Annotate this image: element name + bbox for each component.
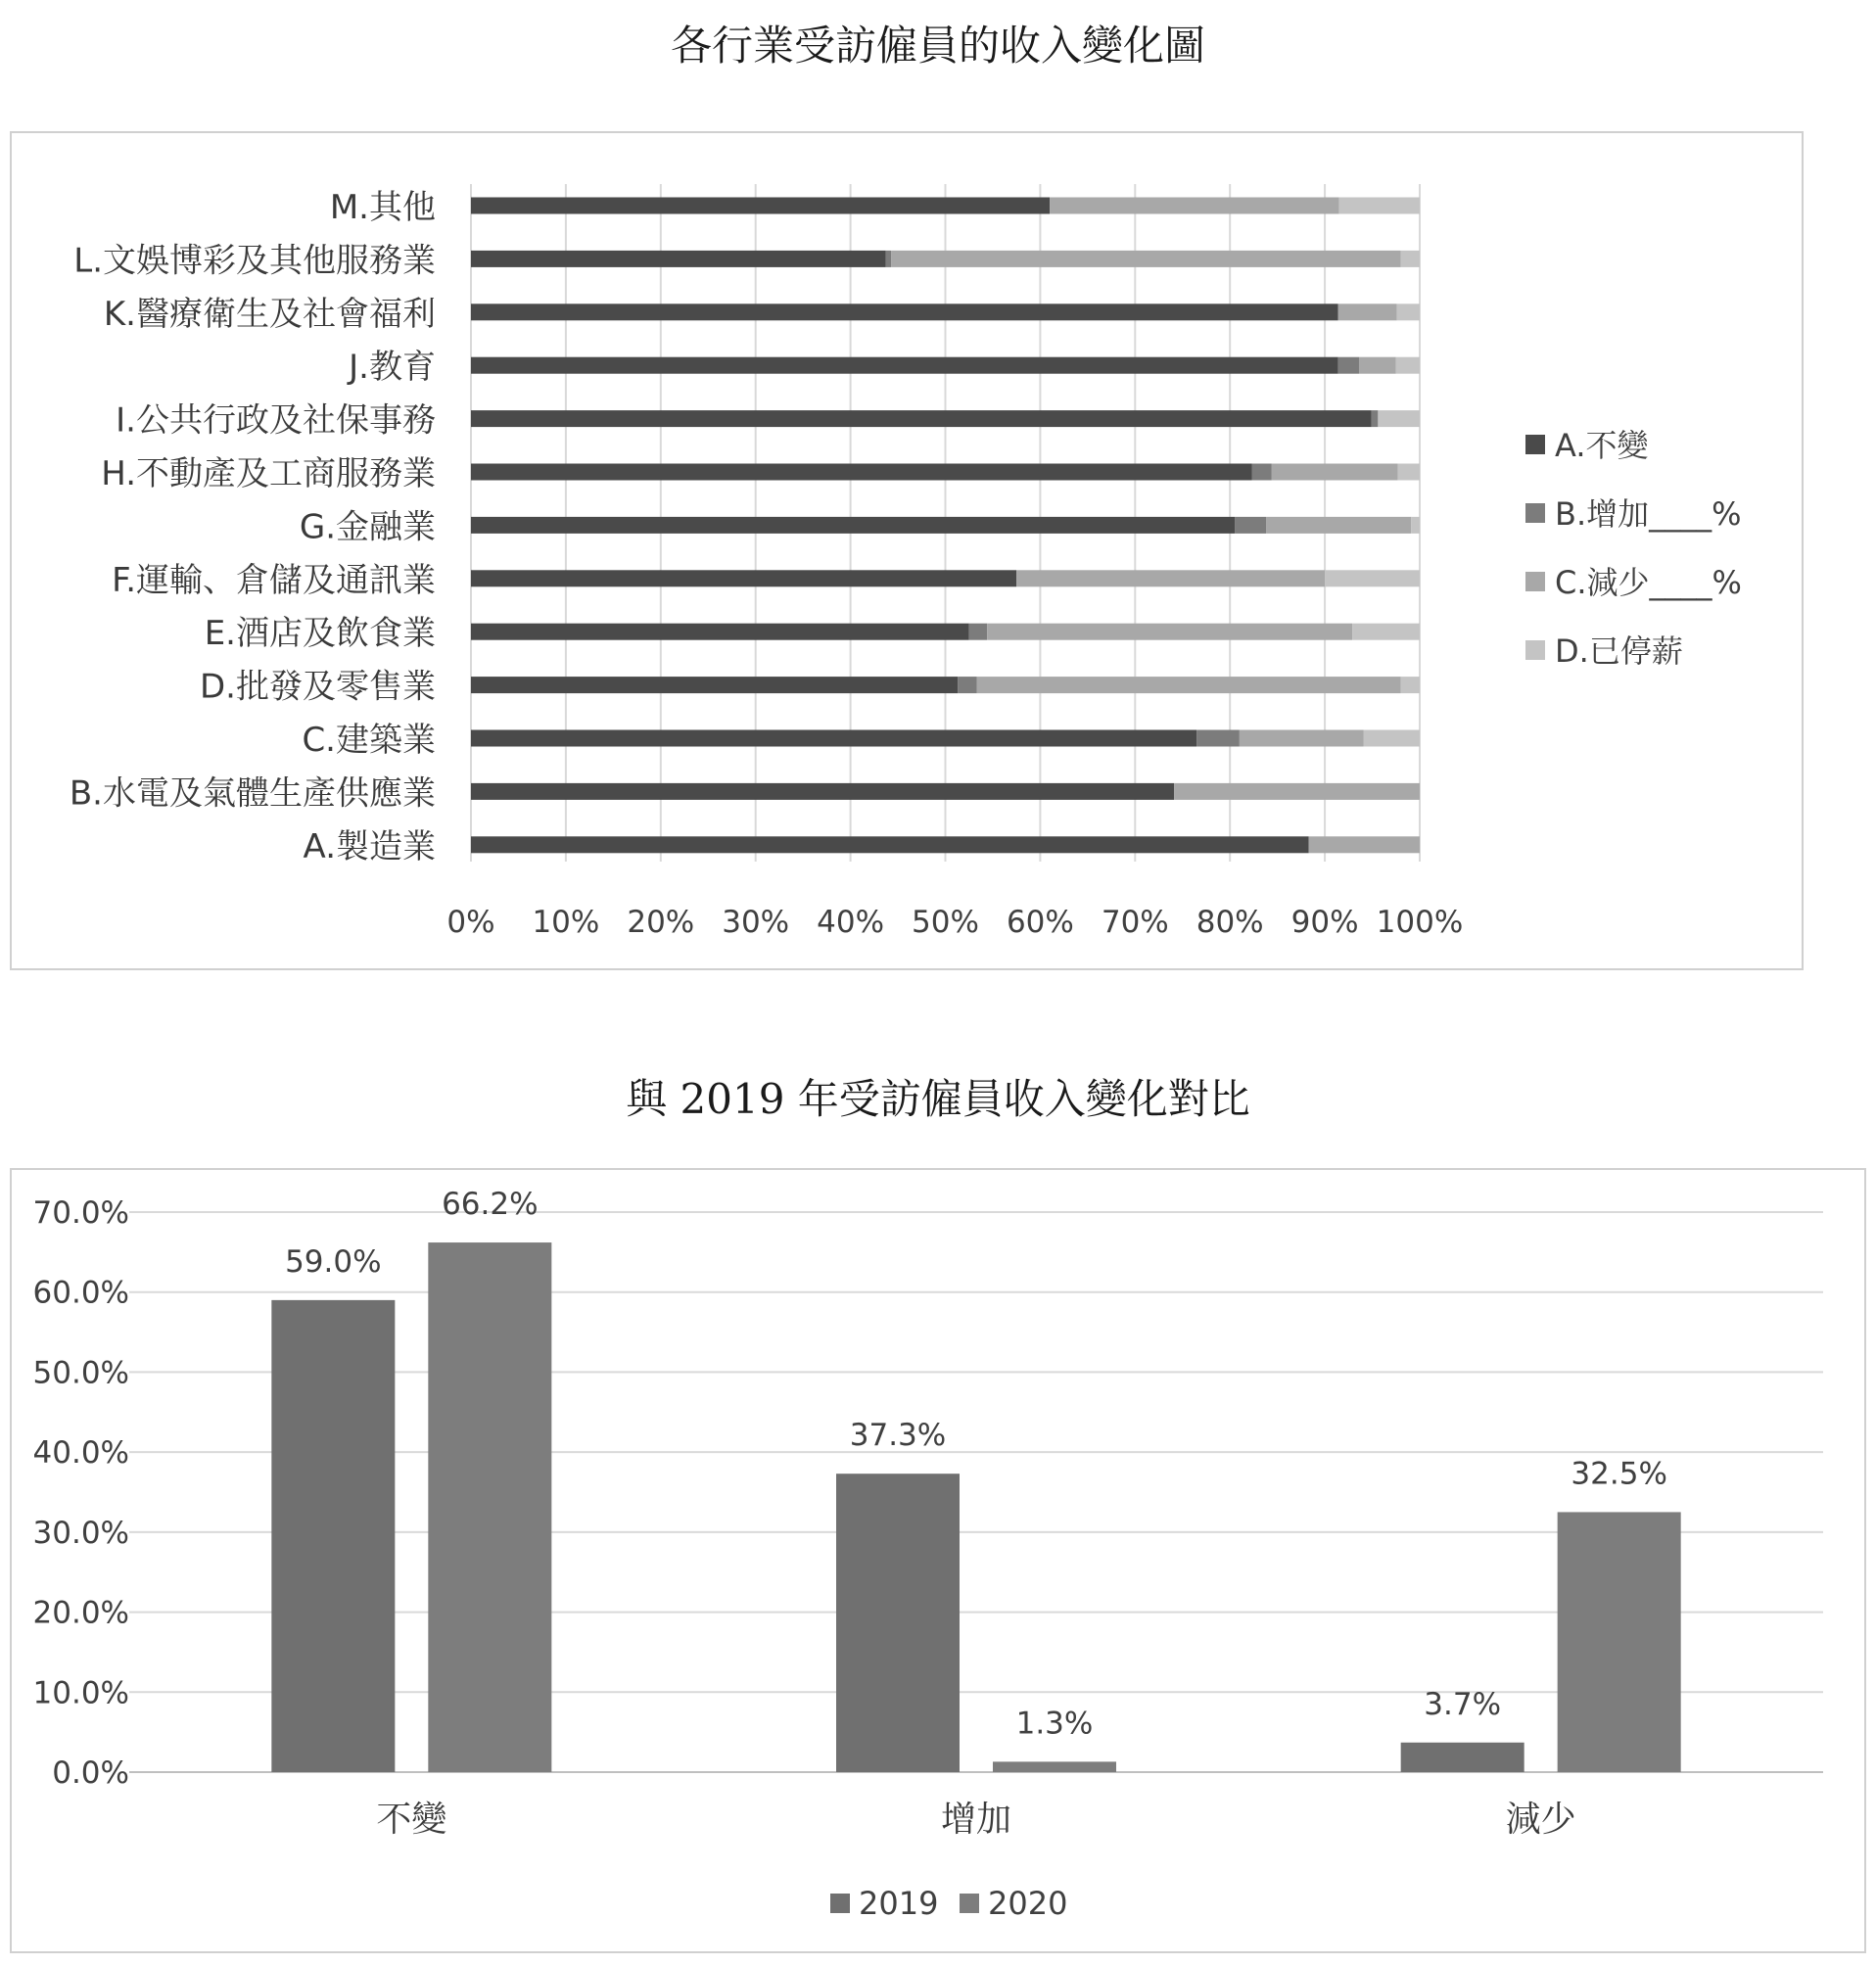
legend-swatch <box>1525 572 1545 591</box>
category-label: I.公共行政及社保事務 <box>116 400 436 441</box>
stacked-bar-segment <box>471 198 1050 214</box>
stacked-bar-segment <box>1266 517 1411 534</box>
legend-label: A.不變 <box>1555 427 1649 464</box>
stacked-bar-segment <box>471 410 1372 427</box>
bar <box>271 1300 395 1772</box>
legend-label: 2020 <box>988 1885 1068 1922</box>
stacked-bar-segment <box>969 624 987 640</box>
stacked-bar-segment <box>1372 410 1379 427</box>
stacked-bar-segment <box>471 730 1196 747</box>
stacked-bar-segment <box>1339 198 1420 214</box>
legend-label: 2019 <box>859 1885 939 1922</box>
bar <box>428 1242 551 1772</box>
data-label: 37.3% <box>849 1418 947 1454</box>
legend-swatch <box>960 1894 979 1913</box>
data-label: 1.3% <box>1015 1706 1094 1742</box>
legend-label: B.增加____% <box>1555 495 1742 533</box>
stacked-bar-segment <box>976 677 1400 693</box>
y-tick-label: 30.0% <box>32 1515 129 1551</box>
legend-swatch <box>1525 435 1545 454</box>
stacked-bar-segment <box>471 517 1235 534</box>
stacked-bar-segment <box>1325 570 1420 586</box>
y-tick-label: 20.0% <box>32 1595 129 1631</box>
stacked-bar-segment <box>1397 304 1420 320</box>
legend-swatch <box>1525 640 1545 660</box>
data-label: 3.7% <box>1424 1686 1502 1722</box>
chart1-title: 各行業受訪僱員的收入變化圖 <box>670 22 1205 70</box>
y-tick-label: 40.0% <box>32 1435 129 1472</box>
stacked-bar-segment <box>471 624 969 640</box>
stacked-bar-segment <box>1272 464 1398 481</box>
data-label: 32.5% <box>1571 1456 1667 1492</box>
bar <box>1558 1512 1681 1772</box>
stacked-bar-segment <box>471 304 1338 320</box>
stacked-bar-segment <box>987 624 1352 640</box>
stacked-bar-segment <box>1196 730 1240 747</box>
category-label: 增加 <box>940 1800 1012 1840</box>
stacked-bar-segment <box>1251 464 1271 481</box>
stacked-bar-segment <box>958 677 976 693</box>
category-label: B.水電及氣體生產供應業 <box>69 773 436 814</box>
bar <box>1401 1743 1524 1772</box>
stacked-bar-segment <box>891 251 1400 267</box>
category-label: 減少 <box>1505 1800 1576 1840</box>
category-label: C.建築業 <box>302 721 436 760</box>
category-label: E.酒店及飲食業 <box>204 614 436 654</box>
category-label: 不變 <box>376 1800 447 1840</box>
y-tick-label: 50.0% <box>32 1355 129 1391</box>
y-tick-label: 60.0% <box>32 1275 129 1311</box>
data-label: 66.2% <box>442 1187 539 1223</box>
stacked-bar-segment <box>471 464 1251 481</box>
bar <box>836 1474 960 1772</box>
x-tick-label: 30% <box>722 905 790 940</box>
stacked-bar-segment <box>471 251 885 267</box>
stacked-bar-segment <box>471 677 958 693</box>
stacked-bar-segment <box>1411 517 1420 534</box>
stacked-bar-segment <box>1364 730 1420 747</box>
category-label: G.金融業 <box>299 507 436 547</box>
stacked-bar-segment <box>1309 836 1420 853</box>
stacked-bar-segment <box>471 783 1174 800</box>
x-tick-label: 40% <box>817 905 885 940</box>
stacked-bar-segment <box>885 251 891 267</box>
category-label: L.文娛博彩及其他服務業 <box>73 241 436 281</box>
category-label: K.醫療衛生及社會福利 <box>103 294 436 334</box>
x-tick-label: 20% <box>627 905 695 940</box>
category-label: A.製造業 <box>303 826 436 866</box>
x-tick-label: 80% <box>1196 905 1264 940</box>
stacked-bar-segment <box>1401 677 1420 693</box>
legend-swatch <box>1525 503 1545 523</box>
stacked-bar-segment <box>471 836 1309 853</box>
x-tick-label: 10% <box>532 905 600 940</box>
stacked-bar-segment <box>471 357 1338 374</box>
category-label: M.其他 <box>329 188 436 227</box>
category-label: D.批發及零售業 <box>200 667 436 707</box>
legend-label: D.已停薪 <box>1555 632 1683 670</box>
stacked-bar-segment <box>471 570 1016 586</box>
stacked-bar-segment <box>1359 357 1396 374</box>
stacked-bar-segment <box>1235 517 1266 534</box>
stacked-bar-segment <box>1338 357 1359 374</box>
category-label: H.不動產及工商服務業 <box>101 454 436 493</box>
x-tick-label: 90% <box>1290 905 1359 940</box>
stacked-bar-segment <box>1352 624 1420 640</box>
stacked-bar-segment <box>1396 357 1420 374</box>
y-tick-label: 0.0% <box>52 1755 129 1791</box>
stacked-bar-segment <box>1401 251 1420 267</box>
legend-swatch <box>830 1894 850 1913</box>
x-tick-label: 50% <box>912 905 979 940</box>
legend-label: C.減少____% <box>1555 564 1742 601</box>
stacked-bar-segment <box>1398 464 1420 481</box>
y-tick-label: 10.0% <box>32 1675 129 1711</box>
category-label: F.運輸、倉儲及通訊業 <box>112 560 436 600</box>
stacked-bar-segment <box>1174 783 1420 800</box>
y-tick-label: 70.0% <box>32 1195 129 1231</box>
stacked-bar-segment <box>1378 410 1420 427</box>
stacked-bar-segment <box>1016 570 1325 586</box>
x-tick-label: 0% <box>446 905 495 940</box>
stacked-bar-segment <box>1338 304 1397 320</box>
category-label: J.教育 <box>349 348 436 388</box>
data-label: 59.0% <box>285 1243 382 1280</box>
chart2-title: 與 2019 年受訪僱員收入變化對比 <box>626 1075 1250 1123</box>
bar <box>993 1761 1116 1772</box>
stacked-bar-segment <box>1240 730 1364 747</box>
x-tick-label: 70% <box>1101 905 1169 940</box>
x-tick-label: 60% <box>1006 905 1074 940</box>
stacked-bar-segment <box>1050 198 1339 214</box>
x-tick-label: 100% <box>1376 905 1464 940</box>
